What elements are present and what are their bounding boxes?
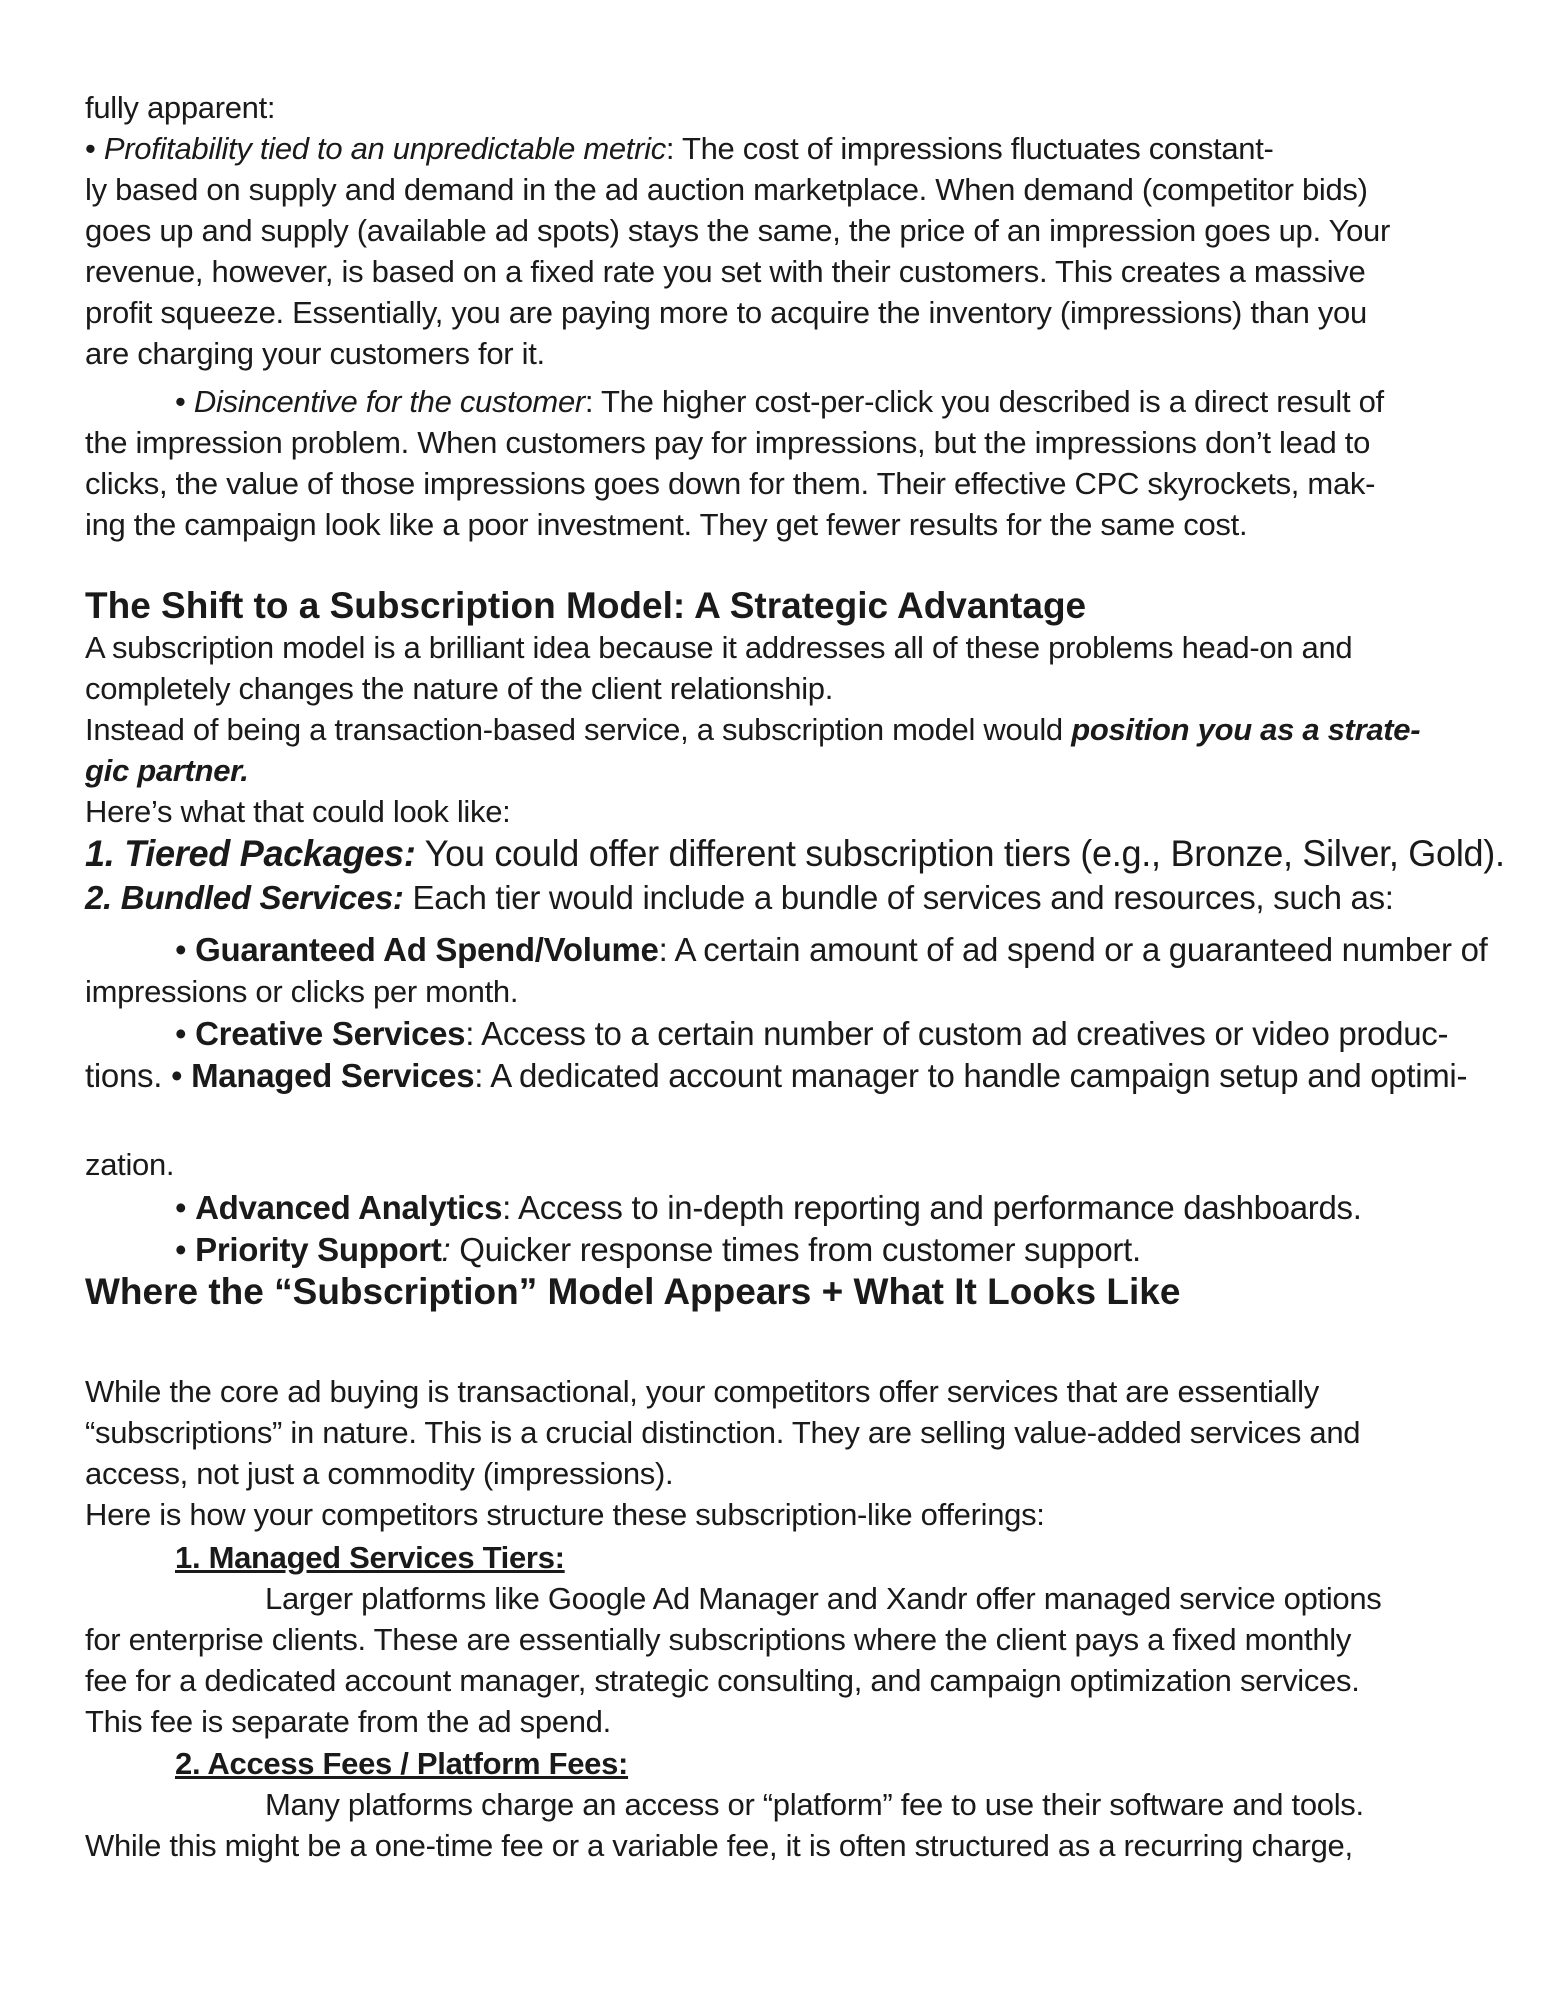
service-label: Advanced Analytics [195, 1189, 503, 1226]
service-support [175, 1230, 1141, 1270]
service-label: Guaranteed Ad Spend/Volume [195, 931, 659, 968]
paragraph-line: revenue, however, is based on a fixed rate you set with their customers. This creates a massive [85, 254, 1366, 289]
list-item-tiered [85, 834, 1505, 874]
service-label: Creative Services [195, 1015, 466, 1052]
paragraph-line: are charging your customers for it. [85, 336, 545, 371]
paragraph-line: profit squeeze. Essentially, you are paying more to acquire the inventory (impressions) than you [85, 295, 1367, 330]
section-heading: Where the “Subscription” Model Appears + What It Looks Like [85, 1271, 1181, 1312]
paragraph-text: Instead of being a transaction-based service, a subscription model would [85, 712, 1072, 747]
bullet-disincentive [175, 382, 1384, 422]
bullet-text: : The cost of impressions fluctuates constant- [665, 131, 1274, 166]
paragraph-line: While this might be a one-time fee or a variable fee, it is often structured as a recurring charge, [85, 1828, 1353, 1863]
paragraph-line: ly based on supply and demand in the ad auction marketplace. When demand (competitor bids) [85, 172, 1368, 207]
bullet-glyph: • [175, 1189, 187, 1226]
paragraph-line: This fee is separate from the ad spend. [85, 1704, 611, 1739]
paragraph-line: impressions or clicks per month. [85, 974, 519, 1009]
bullet-glyph: • [175, 1231, 187, 1268]
service-text: : A dedicated account manager to handle campaign setup and optimi- [474, 1057, 1468, 1094]
service-guaranteed [175, 930, 1488, 970]
paragraph-line: fee for a dedicated account manager, strategic consulting, and campaign optimization services. [85, 1663, 1360, 1698]
service-label: Managed Services [191, 1057, 475, 1094]
bullet-glyph: • [175, 931, 187, 968]
service-text: : Access to in-depth reporting and performance dashboards. [502, 1189, 1362, 1226]
paragraph-line: Larger platforms like Google Ad Manager and Xandr offer managed service options [265, 1581, 1382, 1616]
bullet-label: Disincentive for the customer [193, 384, 585, 419]
paragraph-line: completely changes the nature of the client relationship. [85, 671, 834, 706]
intro-line: fully apparent: [85, 90, 276, 125]
paragraph-text: tions. [85, 1057, 163, 1094]
paragraph-line: access, not just a commodity (impressions). [85, 1456, 674, 1491]
subsection-title: 2. Access Fees / Platform Fees: [175, 1746, 629, 1781]
paragraph-line: for enterprise clients. These are essentially subscriptions where the client pays a fixed monthly [85, 1622, 1352, 1657]
bullet-glyph: • [175, 1015, 187, 1052]
paragraph-line: zation. [85, 1147, 175, 1182]
list-text: You could offer different subscription tiers (e.g., Bronze, Silver, Gold). [415, 833, 1505, 874]
bullet-glyph: • [85, 131, 96, 166]
bullet-glyph: • [170, 1057, 183, 1094]
list-text: Each tier would include a bundle of services and resources, such as: [403, 879, 1394, 916]
paragraph-line: While the core ad buying is transactional, your competitors offer services that are essentially [85, 1374, 1319, 1409]
service-colon: : [441, 1231, 451, 1268]
list-item-bundled [85, 878, 1394, 918]
bullet-label: Profitability tied to an unpredictable metric [103, 131, 666, 166]
paragraph-line [85, 710, 1420, 750]
service-text: : A certain amount of ad spend or a guaranteed number of [658, 931, 1488, 968]
subsection-title: 1. Managed Services Tiers: [175, 1540, 565, 1575]
bullet-text: : The higher cost-per-click you described is a direct result of [584, 384, 1384, 419]
paragraph-line: ing the campaign look like a poor investment. They get fewer results for the same cost. [85, 507, 1248, 542]
paragraph-line: “subscriptions” in nature. This is a crucial distinction. They are selling value-added services and [85, 1415, 1361, 1450]
service-text: Quicker response times from customer support. [450, 1231, 1141, 1268]
list-label: 2. Bundled Services: [85, 879, 404, 916]
paragraph-line: goes up and supply (available ad spots) stays the same, the price of an impression goes up. Your [85, 213, 1391, 248]
service-text: : Access to a certain number of custom ad creatives or video produc- [465, 1015, 1449, 1052]
paragraph-line: the impression problem. When customers pay for impressions, but the impressions don’t lead to [85, 425, 1371, 460]
service-creative [175, 1014, 1448, 1054]
section-heading: The Shift to a Subscription Model: A Strategic Advantage [85, 585, 1087, 626]
bullet-profitability [85, 129, 1274, 169]
emphasis-text: position you as a strate- [1071, 712, 1421, 747]
emphasis-line: gic partner. [85, 753, 249, 788]
bullet-glyph: • [175, 384, 186, 419]
service-managed-line [85, 1056, 1467, 1096]
paragraph-line: Here is how your competitors structure these subscription-like offerings: [85, 1497, 1045, 1532]
paragraph-line: Here’s what that could look like: [85, 794, 511, 829]
list-label: 1. Tiered Packages: [85, 833, 416, 874]
paragraph-line: clicks, the value of those impressions goes down for them. Their effective CPC skyrockets, mak- [85, 466, 1376, 501]
service-analytics [175, 1188, 1362, 1228]
paragraph-line: Many platforms charge an access or “platform” fee to use their software and tools. [265, 1787, 1364, 1822]
paragraph-line: A subscription model is a brilliant idea because it addresses all of these problems head-on and [85, 630, 1353, 665]
service-label: Priority Support [195, 1231, 442, 1268]
